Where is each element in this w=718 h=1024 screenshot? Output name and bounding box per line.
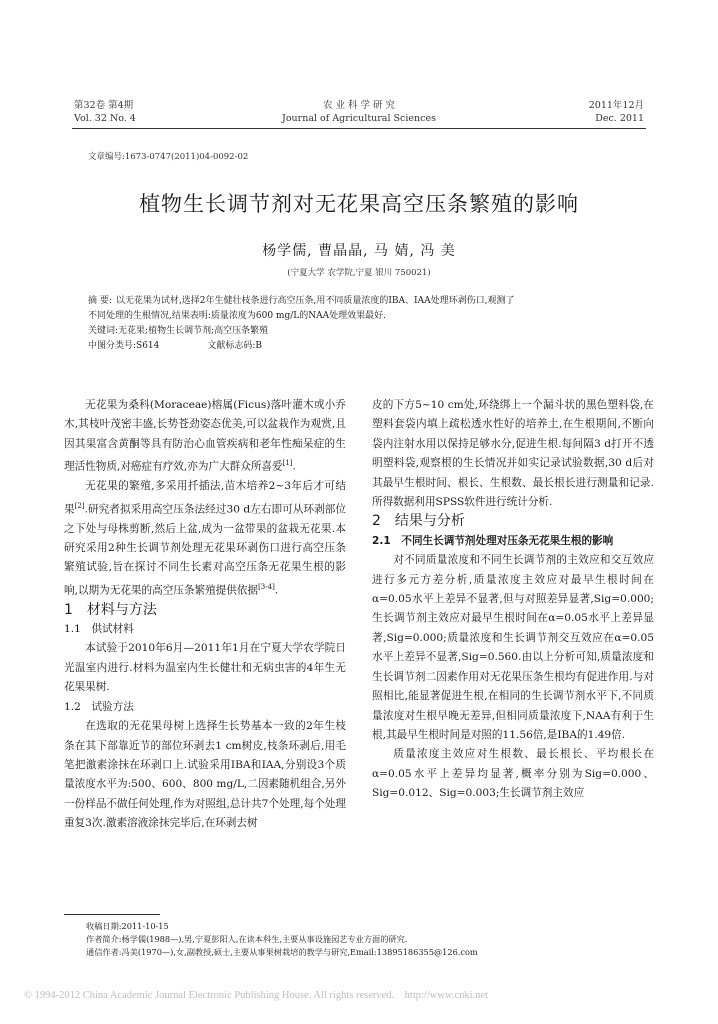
paragraph: 对不同质量浓度和不同生长调节剂的主效应和交互效应进行多元方差分析,质量浓度主效应对最早生根时间在α=0.05水平上差异不显著,但与对照差异显著,Sig=0.000;生长调节剂主效应对最早生根时间在α=0.05水平上差异显著,Sig=0.000;质量浓度和生长调节剂交互效应在α=0.05水平上差异不显著,Sig=0.560.由以上分析可知,质量浓度和生长调节剂二因素作用对无花果压条生根均有促进作用.与对照相比,能显著促进生根,在相同的生长调节剂水平下,不同质量浓度对生根早晚无差异,但相同质量浓度下,NAA有利于生根,其最早生根时间是对照的11.56倍,是IBA的1.49倍. [372,554,654,741]
citation: [1] [282,459,293,468]
subsection-heading: 1.1 供试材料 [64,623,134,636]
paragraph: 本试验于2010年6月—2011年1月在宁夏大学农学院日光温室内进行.材料为温室内生长健壮和无病虫害的4年生无花果果树. [64,642,346,694]
abstract-line-1 [88,294,648,309]
footnote-rule [64,914,160,915]
citation: [2] [74,501,85,510]
header-journal [259,99,459,125]
right-column [372,396,654,804]
header-date-en: Dec. 2011 [595,113,644,124]
classification-line [88,339,648,354]
left-column [64,396,346,834]
corresponding-author: 通信作者:冯美(1970—),女,副教授,硕士,主要从事果树栽培的教学与研究,Email:13895186355@126.com [86,947,478,957]
section-heading: 2 结果与分析 [372,513,465,530]
paragraph-end: . [292,460,296,473]
paragraph-end: . [274,584,279,597]
footnotes [86,920,666,959]
abstract-text-2: 不同处理的生根情况,结果表明:质量浓度为600 mg/L的NAA处理效果最好. [88,311,386,321]
paragraph: 在选取的无花果母树上选择生长势基本一致的2年生枝条在其下部靠近节的部位环剥去1 cm树皮,枝条环剥后,用毛笔把激素涂抹在环剥口上.试验采用IBA和IAA,分别设3个质量浓度水平为:500、600、800 mg/L,二因素随机组合,另外一份样品不做任何处理,作为对照组,总计共7个处理,每个处理重复3次.激素溶液涂抹完毕后,在环剥去树 [64,720,346,830]
header-date-cn: 2011年12月 [588,100,644,111]
abstract-block [88,294,648,354]
authors: 杨学儒, 曹晶晶, 马 婧, 冯 美 [262,243,456,259]
paragraph [64,396,346,477]
keywords: 关键词:无花果;植物生长调节剂;高空压条繁殖 [88,326,269,336]
header-journal-cn: 农 业 科 学 研 究 [322,100,396,111]
abstract-text-1: 以无花果为试材,选择2年生健壮枝条进行高空压条,用不同质量浓度的IBA、IAA处理环剥伤口,观测了 [115,296,515,306]
header-volume [74,99,136,125]
clc-number: 中图分类号:S614 [88,341,160,351]
affiliation: (宁夏大学 农学院,宁夏 银川 750021) [287,268,431,278]
paper-title: 植物生长调节剂对无花果高空压条繁殖的影响 [139,192,579,216]
paragraph [64,477,346,601]
paragraph-text: 无花果为桑科(Moraceae)榕属(Ficus)落叶灌木或小乔木,其枝叶茂密丰盛,长势苍劲姿态优美,可以盆栽作为观赏,且因其果富含黄酮等具有防治心血管疾病和老年性痴呆症的生理活性物质,对癌症有疗效,亦为广大群众所喜爱 [64,399,346,473]
subsection-heading: 1.2 试验方法 [64,700,134,713]
citation: [3-4] [258,582,275,591]
document-code: 文献标志码:B [207,341,263,351]
article-number: 文章编号:1673-0747(2011)04-0092-02 [88,152,249,162]
header-rule [72,128,646,129]
header-journal-en: Journal of Agricultural Sciences [282,113,436,124]
received-date: 收稿日期:2011-10-15 [86,921,169,931]
paragraph: 皮的下方5~10 cm处,环绕绑上一个漏斗状的黑色塑料袋,在塑料套袋内填上疏松透水性好的培养土,在生根期间,不断向袋内注射水用以保持足够水分,促进生根.每间隔3 d打开不透明塑料袋,观察根的生长情况并如实记录试验数据,30 d后对其最早生根时间、根长、生根数、最长根长进行测量和记录.所得数据利用SPSS软件进行统计分析. [372,399,654,509]
paragraph-text: 无花果的繁殖,多采用扦插法,苗木培养2~3年后才可结果 [64,480,346,516]
header-date [560,99,644,125]
paragraph: 质量浓度主效应对生根数、最长根长、平均根长在α=0.05水平上差异均显著,概率分别为Sig=0.000、Sig=0.012、Sig=0.003;生长调节剂主效应 [372,748,654,800]
copyright-footer: © 1994-2012 China Academic Journal Electronic Publishing House. All rights reserved. http://www.cnki.net [24,990,488,1001]
header-volume-cn: 第32卷 第4期 [74,100,134,111]
author-bio: 作者简介:杨学儒(1988—),男,宁夏彭阳人,在读本科生,主要从事设施园艺专业方面的研究. [86,934,408,944]
section-heading: 1 材料与方法 [64,601,157,618]
header-volume-en: Vol. 32 No. 4 [74,113,136,124]
abstract-label: 摘 要: [88,296,112,306]
paragraph-text: .研究者拟采用高空压条法经过30 d左右即可从环剥部位之下处与母株剪断,然后上盆,成为一盆带果的盆栽无花果.本研究采用2种生长调节剂处理无花果环剥伤口进行高空压条繁殖试验,旨在探讨不同生长素对高空压条无花果生根的影响,以期为无花果的高空压条繁殖提供依据 [64,503,347,597]
subsection-heading: 2.1 不同生长调节剂处理对压条无花果生根的影响 [372,534,614,547]
